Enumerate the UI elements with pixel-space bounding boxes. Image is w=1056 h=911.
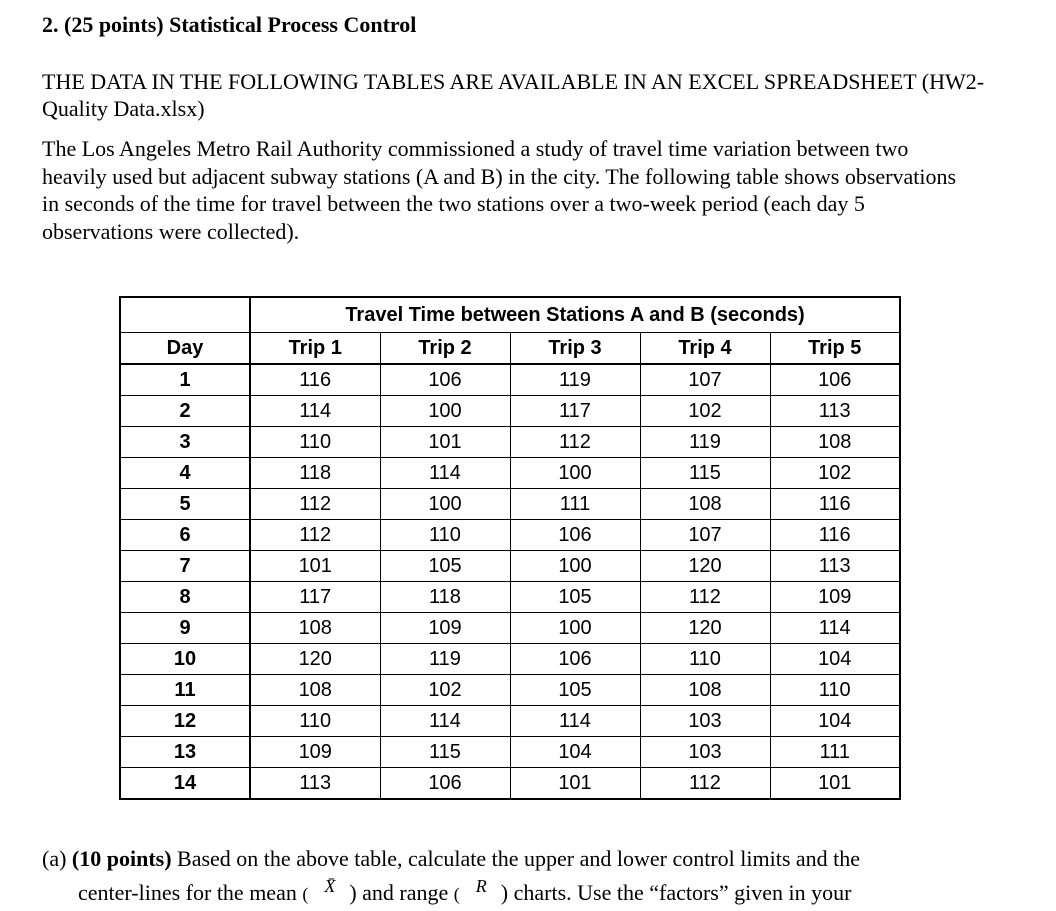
trip-time-cell: 107 bbox=[640, 520, 770, 551]
trip-column-header: Trip 5 bbox=[770, 333, 900, 365]
trip-time-cell: 102 bbox=[640, 396, 770, 427]
trip-time-cell: 114 bbox=[380, 706, 510, 737]
trip-time-cell: 109 bbox=[380, 613, 510, 644]
trip-time-cell: 100 bbox=[380, 396, 510, 427]
trip-time-cell: 100 bbox=[510, 613, 640, 644]
trip-time-cell: 112 bbox=[640, 582, 770, 613]
mean-symbol: X̄ bbox=[324, 876, 336, 896]
trip-time-cell: 110 bbox=[250, 706, 380, 737]
part-a-text-line1: Based on the above table, calculate the upper and lower control limits and the bbox=[171, 846, 861, 871]
day-cell: 7 bbox=[120, 551, 250, 582]
day-cell: 3 bbox=[120, 427, 250, 458]
day-cell: 13 bbox=[120, 737, 250, 768]
excel-note: THE DATA IN THE FOLLOWING TABLES ARE AVAILABLE IN AN EXCEL SPREADSHEET (HW2-Quality Data.xlsx) bbox=[42, 69, 985, 121]
table-corner-cell bbox=[120, 297, 250, 333]
table-row bbox=[120, 396, 900, 427]
part-a-text-mid: ) and range bbox=[349, 880, 449, 905]
day-cell: 10 bbox=[120, 644, 250, 675]
trip-time-cell: 112 bbox=[250, 520, 380, 551]
part-a-text-end: ) charts. Use the “factors” given in your bbox=[500, 880, 852, 905]
problem-heading: 2. (25 points) Statistical Process Control bbox=[42, 12, 417, 37]
trip-time-cell: 101 bbox=[510, 768, 640, 800]
day-column-header: Day bbox=[120, 333, 250, 365]
day-cell: 12 bbox=[120, 706, 250, 737]
table-row bbox=[120, 768, 900, 800]
trip-time-cell: 112 bbox=[250, 489, 380, 520]
table-row bbox=[120, 551, 900, 582]
trip-time-cell: 114 bbox=[380, 458, 510, 489]
day-cell: 14 bbox=[120, 768, 250, 800]
table-row bbox=[120, 364, 900, 396]
trip-time-cell: 116 bbox=[770, 489, 900, 520]
trip-time-cell: 107 bbox=[640, 364, 770, 396]
trip-time-cell: 110 bbox=[250, 427, 380, 458]
day-cell: 9 bbox=[120, 613, 250, 644]
trip-time-cell: 110 bbox=[770, 675, 900, 706]
trip-time-cell: 104 bbox=[770, 644, 900, 675]
trip-time-cell: 108 bbox=[250, 613, 380, 644]
trip-column-header: Trip 2 bbox=[380, 333, 510, 365]
trip-time-cell: 118 bbox=[250, 458, 380, 489]
day-cell: 6 bbox=[120, 520, 250, 551]
trip-column-header: Trip 3 bbox=[510, 333, 640, 365]
trip-column-header: Trip 1 bbox=[250, 333, 380, 365]
travel-time-table bbox=[119, 296, 901, 800]
trip-time-cell: 120 bbox=[250, 644, 380, 675]
trip-time-cell: 115 bbox=[640, 458, 770, 489]
trip-time-cell: 113 bbox=[250, 768, 380, 800]
trip-time-cell: 117 bbox=[250, 582, 380, 613]
table-row bbox=[120, 675, 900, 706]
trip-time-cell: 111 bbox=[510, 489, 640, 520]
table-row bbox=[120, 644, 900, 675]
trip-time-cell: 100 bbox=[510, 458, 640, 489]
trip-time-cell: 110 bbox=[380, 520, 510, 551]
trip-column-header: Trip 4 bbox=[640, 333, 770, 365]
day-cell: 8 bbox=[120, 582, 250, 613]
table-row bbox=[120, 613, 900, 644]
trip-time-cell: 101 bbox=[250, 551, 380, 582]
trip-time-cell: 108 bbox=[640, 675, 770, 706]
trip-time-cell: 102 bbox=[770, 458, 900, 489]
table-row bbox=[120, 737, 900, 768]
trip-time-cell: 113 bbox=[770, 396, 900, 427]
trip-time-cell: 106 bbox=[510, 644, 640, 675]
trip-time-cell: 115 bbox=[380, 737, 510, 768]
table-title: Travel Time between Stations A and B (seconds) bbox=[250, 297, 900, 333]
day-cell: 2 bbox=[120, 396, 250, 427]
trip-time-cell: 100 bbox=[510, 551, 640, 582]
trip-time-cell: 112 bbox=[510, 427, 640, 458]
trip-time-cell: 114 bbox=[250, 396, 380, 427]
part-a-label: (a) bbox=[42, 846, 67, 871]
intro-paragraph: The Los Angeles Metro Rail Authority commissioned a study of travel time variation between two heavily used but adjacent subway stations (A and B) in the city. The following table shows observations in seconds of the time for travel between the two stations over a two-week period (each day 5 observations were collected). bbox=[42, 136, 957, 244]
table-row bbox=[120, 489, 900, 520]
day-cell: 5 bbox=[120, 489, 250, 520]
table-body bbox=[120, 364, 900, 799]
table-row bbox=[120, 706, 900, 737]
trip-time-cell: 120 bbox=[640, 613, 770, 644]
table-row bbox=[120, 520, 900, 551]
trip-time-cell: 106 bbox=[510, 520, 640, 551]
trip-time-cell: 103 bbox=[640, 706, 770, 737]
trip-time-cell: 104 bbox=[770, 706, 900, 737]
trip-time-cell: 120 bbox=[640, 551, 770, 582]
range-symbol: R bbox=[475, 876, 487, 896]
range-open-paren: ( bbox=[453, 884, 460, 904]
trip-time-cell: 119 bbox=[380, 644, 510, 675]
trip-time-cell: 114 bbox=[770, 613, 900, 644]
trip-time-cell: 101 bbox=[770, 768, 900, 800]
mean-open-paren: ( bbox=[302, 884, 309, 904]
day-cell: 1 bbox=[120, 364, 250, 396]
trip-time-cell: 105 bbox=[510, 582, 640, 613]
trip-time-cell: 111 bbox=[770, 737, 900, 768]
trip-time-cell: 116 bbox=[250, 364, 380, 396]
trip-time-cell: 103 bbox=[640, 737, 770, 768]
trip-time-cell: 106 bbox=[380, 364, 510, 396]
table-row bbox=[120, 427, 900, 458]
day-cell: 4 bbox=[120, 458, 250, 489]
table-row bbox=[120, 458, 900, 489]
trip-time-cell: 110 bbox=[640, 644, 770, 675]
trip-time-cell: 106 bbox=[770, 364, 900, 396]
trip-time-cell: 118 bbox=[380, 582, 510, 613]
trip-time-cell: 119 bbox=[640, 427, 770, 458]
trip-time-cell: 114 bbox=[510, 706, 640, 737]
trip-time-cell: 108 bbox=[640, 489, 770, 520]
trip-time-cell: 104 bbox=[510, 737, 640, 768]
part-a-question bbox=[42, 842, 1032, 911]
trip-time-cell: 105 bbox=[380, 551, 510, 582]
trip-time-cell: 108 bbox=[250, 675, 380, 706]
trip-time-cell: 112 bbox=[640, 768, 770, 800]
trip-time-cell: 109 bbox=[250, 737, 380, 768]
trip-time-cell: 105 bbox=[510, 675, 640, 706]
part-a-text-line2-start: center-lines for the mean bbox=[78, 880, 297, 905]
table-row bbox=[120, 582, 900, 613]
trip-time-cell: 108 bbox=[770, 427, 900, 458]
trip-time-cell: 100 bbox=[380, 489, 510, 520]
trip-time-cell: 113 bbox=[770, 551, 900, 582]
trip-time-cell: 117 bbox=[510, 396, 640, 427]
trip-time-cell: 101 bbox=[380, 427, 510, 458]
trip-time-cell: 116 bbox=[770, 520, 900, 551]
day-cell: 11 bbox=[120, 675, 250, 706]
part-a-points: (10 points) bbox=[71, 846, 172, 871]
trip-time-cell: 119 bbox=[510, 364, 640, 396]
trip-time-cell: 106 bbox=[380, 768, 510, 800]
trip-time-cell: 102 bbox=[380, 675, 510, 706]
trip-time-cell: 109 bbox=[770, 582, 900, 613]
